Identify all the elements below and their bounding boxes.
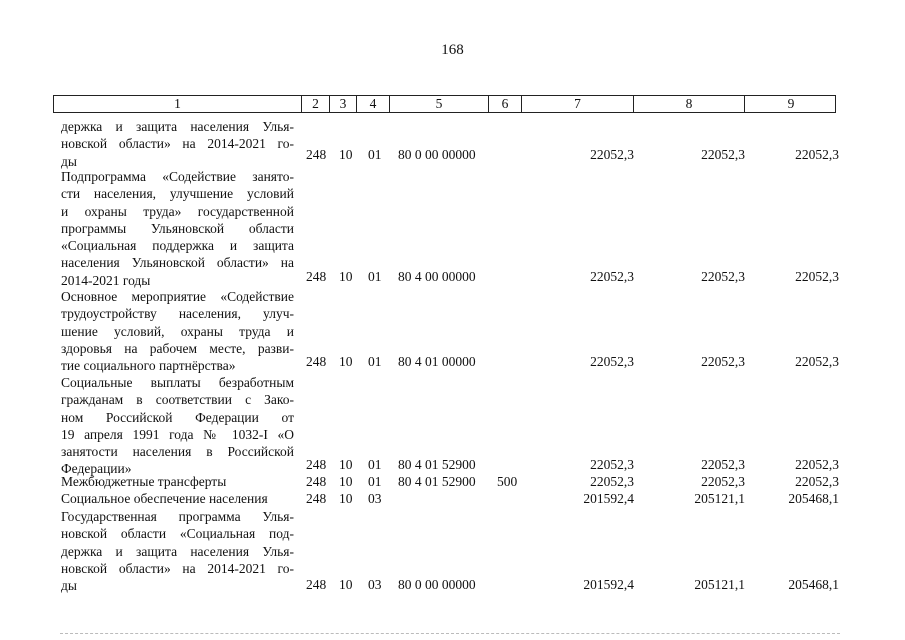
- cell-col-3: 10: [339, 354, 353, 369]
- footer-line: [60, 633, 840, 634]
- cell-col-7: 22052,3: [590, 354, 634, 369]
- row-name-line: здоровья на рабочем месте, разви-: [61, 340, 294, 356]
- row-name-line: Федерации»: [61, 461, 132, 477]
- cell-col-7: 22052,3: [590, 269, 634, 284]
- cell-col-5: 80 4 00 00000: [398, 269, 476, 284]
- row-name-line: Подпрограмма «Содействие занято-: [61, 169, 294, 184]
- cell-col-4: 01: [368, 269, 382, 284]
- row-name-line: ном Российской Федерации от: [61, 409, 294, 425]
- row-name-line: Межбюджетные трансферты: [61, 474, 227, 489]
- cell-col-9: 22052,3: [795, 474, 839, 489]
- cell-col-4: 01: [368, 354, 382, 369]
- row-name-line: Государственная программа Улья-: [61, 509, 294, 524]
- row-name-line: новской области «Социальная под-: [61, 526, 294, 542]
- row-name-line: тие социального партнёрства»: [61, 358, 236, 374]
- row-name: [61, 374, 294, 478]
- header-col-7: 7: [522, 96, 634, 112]
- cell-col-5: 80 0 00 00000: [398, 147, 476, 162]
- cell-col-9: 22052,3: [795, 354, 839, 369]
- row-name-line: шение условий, охраны труда и: [61, 323, 294, 339]
- row-name-line: новской области» на 2014-2021 го-: [61, 136, 294, 152]
- row-name-line: гражданам в соответствии с Зако-: [61, 392, 294, 408]
- cell-col-3: 10: [339, 457, 353, 472]
- row-name-line: держка и защита населения Улья-: [61, 119, 294, 134]
- cell-col-7: 22052,3: [590, 147, 634, 162]
- cell-col-8: 22052,3: [701, 457, 745, 472]
- cell-col-8: 22052,3: [701, 269, 745, 284]
- cell-col-5: 80 4 01 00000: [398, 354, 476, 369]
- header-col-3: 3: [330, 96, 357, 112]
- cell-col-2: 248: [306, 577, 327, 592]
- cell-col-9: 205468,1: [788, 491, 839, 506]
- table-header-row: [53, 95, 836, 113]
- cell-col-7: 22052,3: [590, 457, 634, 472]
- row-name: [61, 508, 294, 594]
- cell-col-9: 22052,3: [795, 457, 839, 472]
- cell-col-9: 22052,3: [795, 269, 839, 284]
- cell-col-3: 10: [339, 577, 353, 592]
- cell-col-2: 248: [306, 474, 327, 489]
- header-col-1: 1: [54, 96, 302, 112]
- row-name-line: ды: [61, 153, 77, 169]
- row-name-line: Основное мероприятие «Содействие: [61, 289, 294, 304]
- cell-col-4: 03: [368, 491, 382, 506]
- cell-col-2: 248: [306, 457, 327, 472]
- page-number: 168: [441, 42, 464, 58]
- header-col-2: 2: [302, 96, 330, 112]
- row-name: [61, 473, 294, 490]
- cell-col-3: 10: [339, 474, 353, 489]
- row-name: [61, 490, 294, 507]
- cell-col-3: 10: [339, 269, 353, 284]
- cell-col-2: 248: [306, 269, 327, 284]
- cell-col-5: 80 4 01 52900: [398, 457, 476, 472]
- row-name-line: ды: [61, 578, 77, 594]
- row-name-line: держка и защита населения Улья-: [61, 543, 294, 559]
- row-name-line: сти населения, улучшение условий: [61, 186, 294, 202]
- header-col-5: 5: [390, 96, 489, 112]
- row-name-line: и охраны труда» государственной: [61, 203, 294, 219]
- row-name-line: населения Ульяновской области» на: [61, 255, 294, 271]
- cell-col-2: 248: [306, 491, 327, 506]
- row-name-line: Социальное обеспечение населения: [61, 491, 268, 506]
- row-name-line: трудоустройству населения, улуч-: [61, 306, 294, 322]
- cell-col-9: 22052,3: [795, 147, 839, 162]
- row-name-line: 2014-2021 годы: [61, 272, 151, 288]
- header-col-8: 8: [634, 96, 745, 112]
- cell-col-9: 205468,1: [788, 577, 839, 592]
- cell-col-3: 10: [339, 491, 353, 506]
- cell-col-7: 201592,4: [583, 577, 634, 592]
- cell-col-2: 248: [306, 147, 327, 162]
- row-name-line: Социальные выплаты безработным: [61, 375, 294, 390]
- row-name-line: 19 апреля 1991 года № 1032-I «О: [61, 426, 294, 442]
- cell-col-3: 10: [339, 147, 353, 162]
- cell-col-4: 03: [368, 577, 382, 592]
- cell-col-8: 22052,3: [701, 354, 745, 369]
- header-col-4: 4: [357, 96, 390, 112]
- row-name-line: «Социальная поддержка и защита: [61, 238, 294, 254]
- row-name: [61, 288, 294, 374]
- cell-col-7: 201592,4: [583, 491, 634, 506]
- cell-col-4: 01: [368, 474, 382, 489]
- cell-col-5: 80 0 00 00000: [398, 577, 476, 592]
- cell-col-2: 248: [306, 354, 327, 369]
- row-name: [61, 118, 294, 170]
- row-name: [61, 168, 294, 289]
- cell-col-8: 22052,3: [701, 147, 745, 162]
- cell-col-5: 80 4 01 52900: [398, 474, 476, 489]
- cell-col-8: 22052,3: [701, 474, 745, 489]
- cell-col-4: 01: [368, 147, 382, 162]
- header-col-9: 9: [787, 96, 795, 111]
- row-name-line: новской области» на 2014-2021 го-: [61, 560, 294, 576]
- header-col-6: 6: [489, 96, 522, 112]
- row-name-line: программы Ульяновской области: [61, 220, 294, 236]
- cell-col-4: 01: [368, 457, 382, 472]
- cell-col-8: 205121,1: [694, 491, 745, 506]
- cell-col-7: 22052,3: [590, 474, 634, 489]
- row-name-line: занятости населения в Российской: [61, 444, 294, 460]
- cell-col-8: 205121,1: [694, 577, 745, 592]
- cell-col-6: 500: [497, 474, 518, 489]
